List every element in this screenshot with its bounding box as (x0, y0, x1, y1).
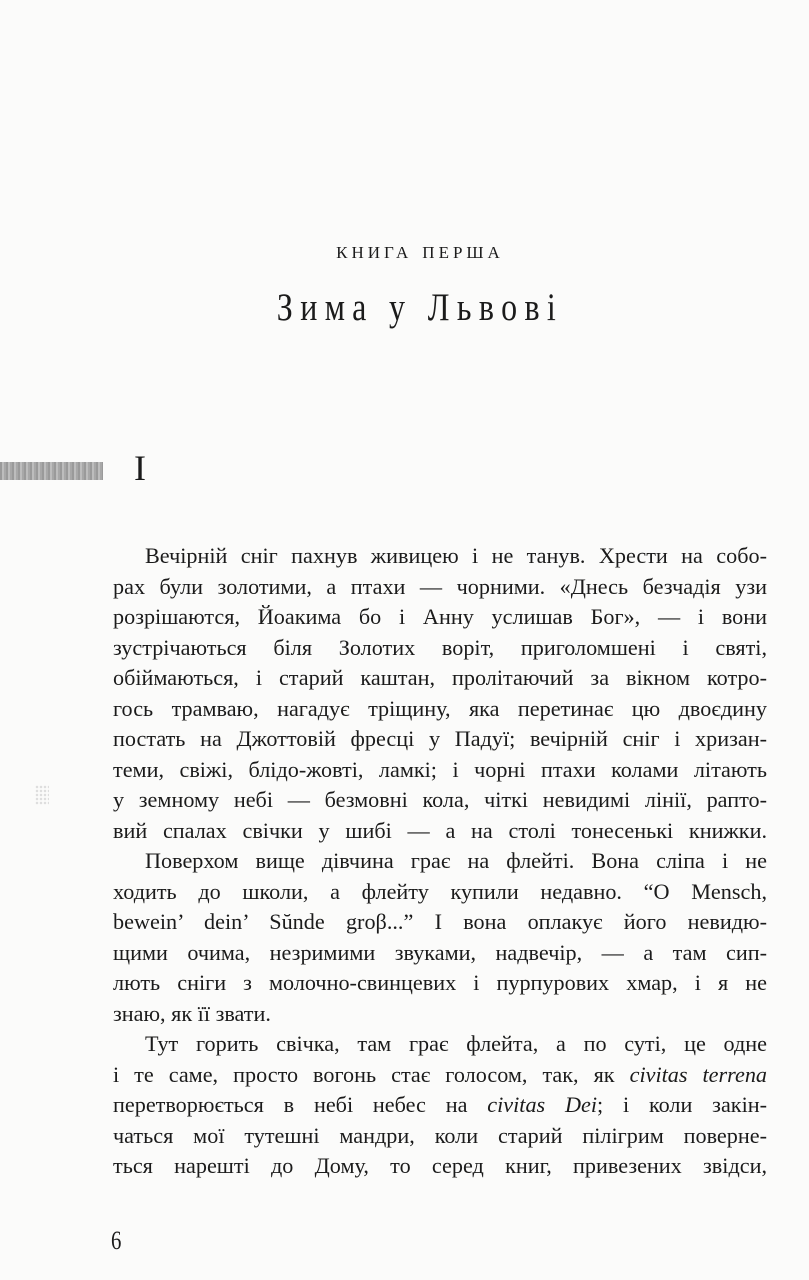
text-line: розрішаются, Йоакима бо і Анну услишав Бог», — і вони (113, 604, 767, 629)
paragraph-3 (113, 1029, 767, 1182)
text-line: ходить до школи, а флейту купили недавно. “O Mensch, (113, 878, 767, 904)
text-line: теми, свіжі, блідо-жовті, ламкі; і чорні птахи колами літають (113, 756, 767, 782)
text-line: у земному небі — безмовні кола, чіткі невидимі лінії, рапто- (113, 787, 767, 812)
text-line: вий спалах свічки у шибі — а на столі тонесенькі книжки. (113, 817, 767, 843)
text-line: чаться мої тутешні мандри, коли старий пілігрим поверне- (113, 1122, 767, 1148)
text-line: Тут горить свічка, там грає флейта, а по суті, це одне (145, 1031, 767, 1056)
scan-speck (35, 785, 49, 805)
body-text (113, 541, 767, 1182)
paragraph-2 (113, 846, 767, 1029)
text-line: рах були золотими, а птахи — чорними. «Днесь безчадія узи (113, 573, 767, 599)
text-line: щими очима, незримими звуками, надвечір, — а там сип- (113, 939, 767, 965)
text-line: лють сніги з молочно-свинцевих і пурпурових хмар, і я не (113, 970, 767, 995)
paragraph-1 (113, 541, 767, 846)
text-line: знаю, як її звати. (113, 1000, 271, 1026)
text-line: ться нарешті до Дому, то серед книг, привезених звідси, (113, 1153, 767, 1178)
text-line: перетворюється в небі небес на civitas Dei; і коли закін- (113, 1092, 767, 1117)
text-line: обіймаються, і старий каштан, пролітаючий за вікном котро- (113, 665, 767, 690)
chapter-number: І (134, 448, 146, 488)
text-line: bewein’ dein’ Sŭnde groβ...” І вона оплакує його невидю- (113, 909, 767, 934)
text-line: гось трамваю, нагадує тріщину, яка перетинає цю двоєдину (113, 695, 767, 721)
page-number: 6 (111, 1226, 122, 1255)
text-line: Вечірній сніг пахнув живицею і не танув. Хрести на собо- (145, 543, 767, 568)
book-title: Зима у Львові (276, 286, 564, 329)
text-line: і те саме, просто вогонь стає голосом, так, як civitas terrena (113, 1061, 768, 1087)
text-line: зустрічаються біля Золотих воріт, приголомшені і святі, (113, 634, 767, 660)
chapter-marker-bar (0, 462, 103, 480)
book-label: книга перша (336, 238, 504, 264)
text-line: постать на Джоттовій фресці у Падуї; вечірній сніг і хризан- (113, 726, 767, 751)
text-line: Поверхом вище дівчина грає на флейті. Вона сліпа і не (145, 848, 767, 873)
